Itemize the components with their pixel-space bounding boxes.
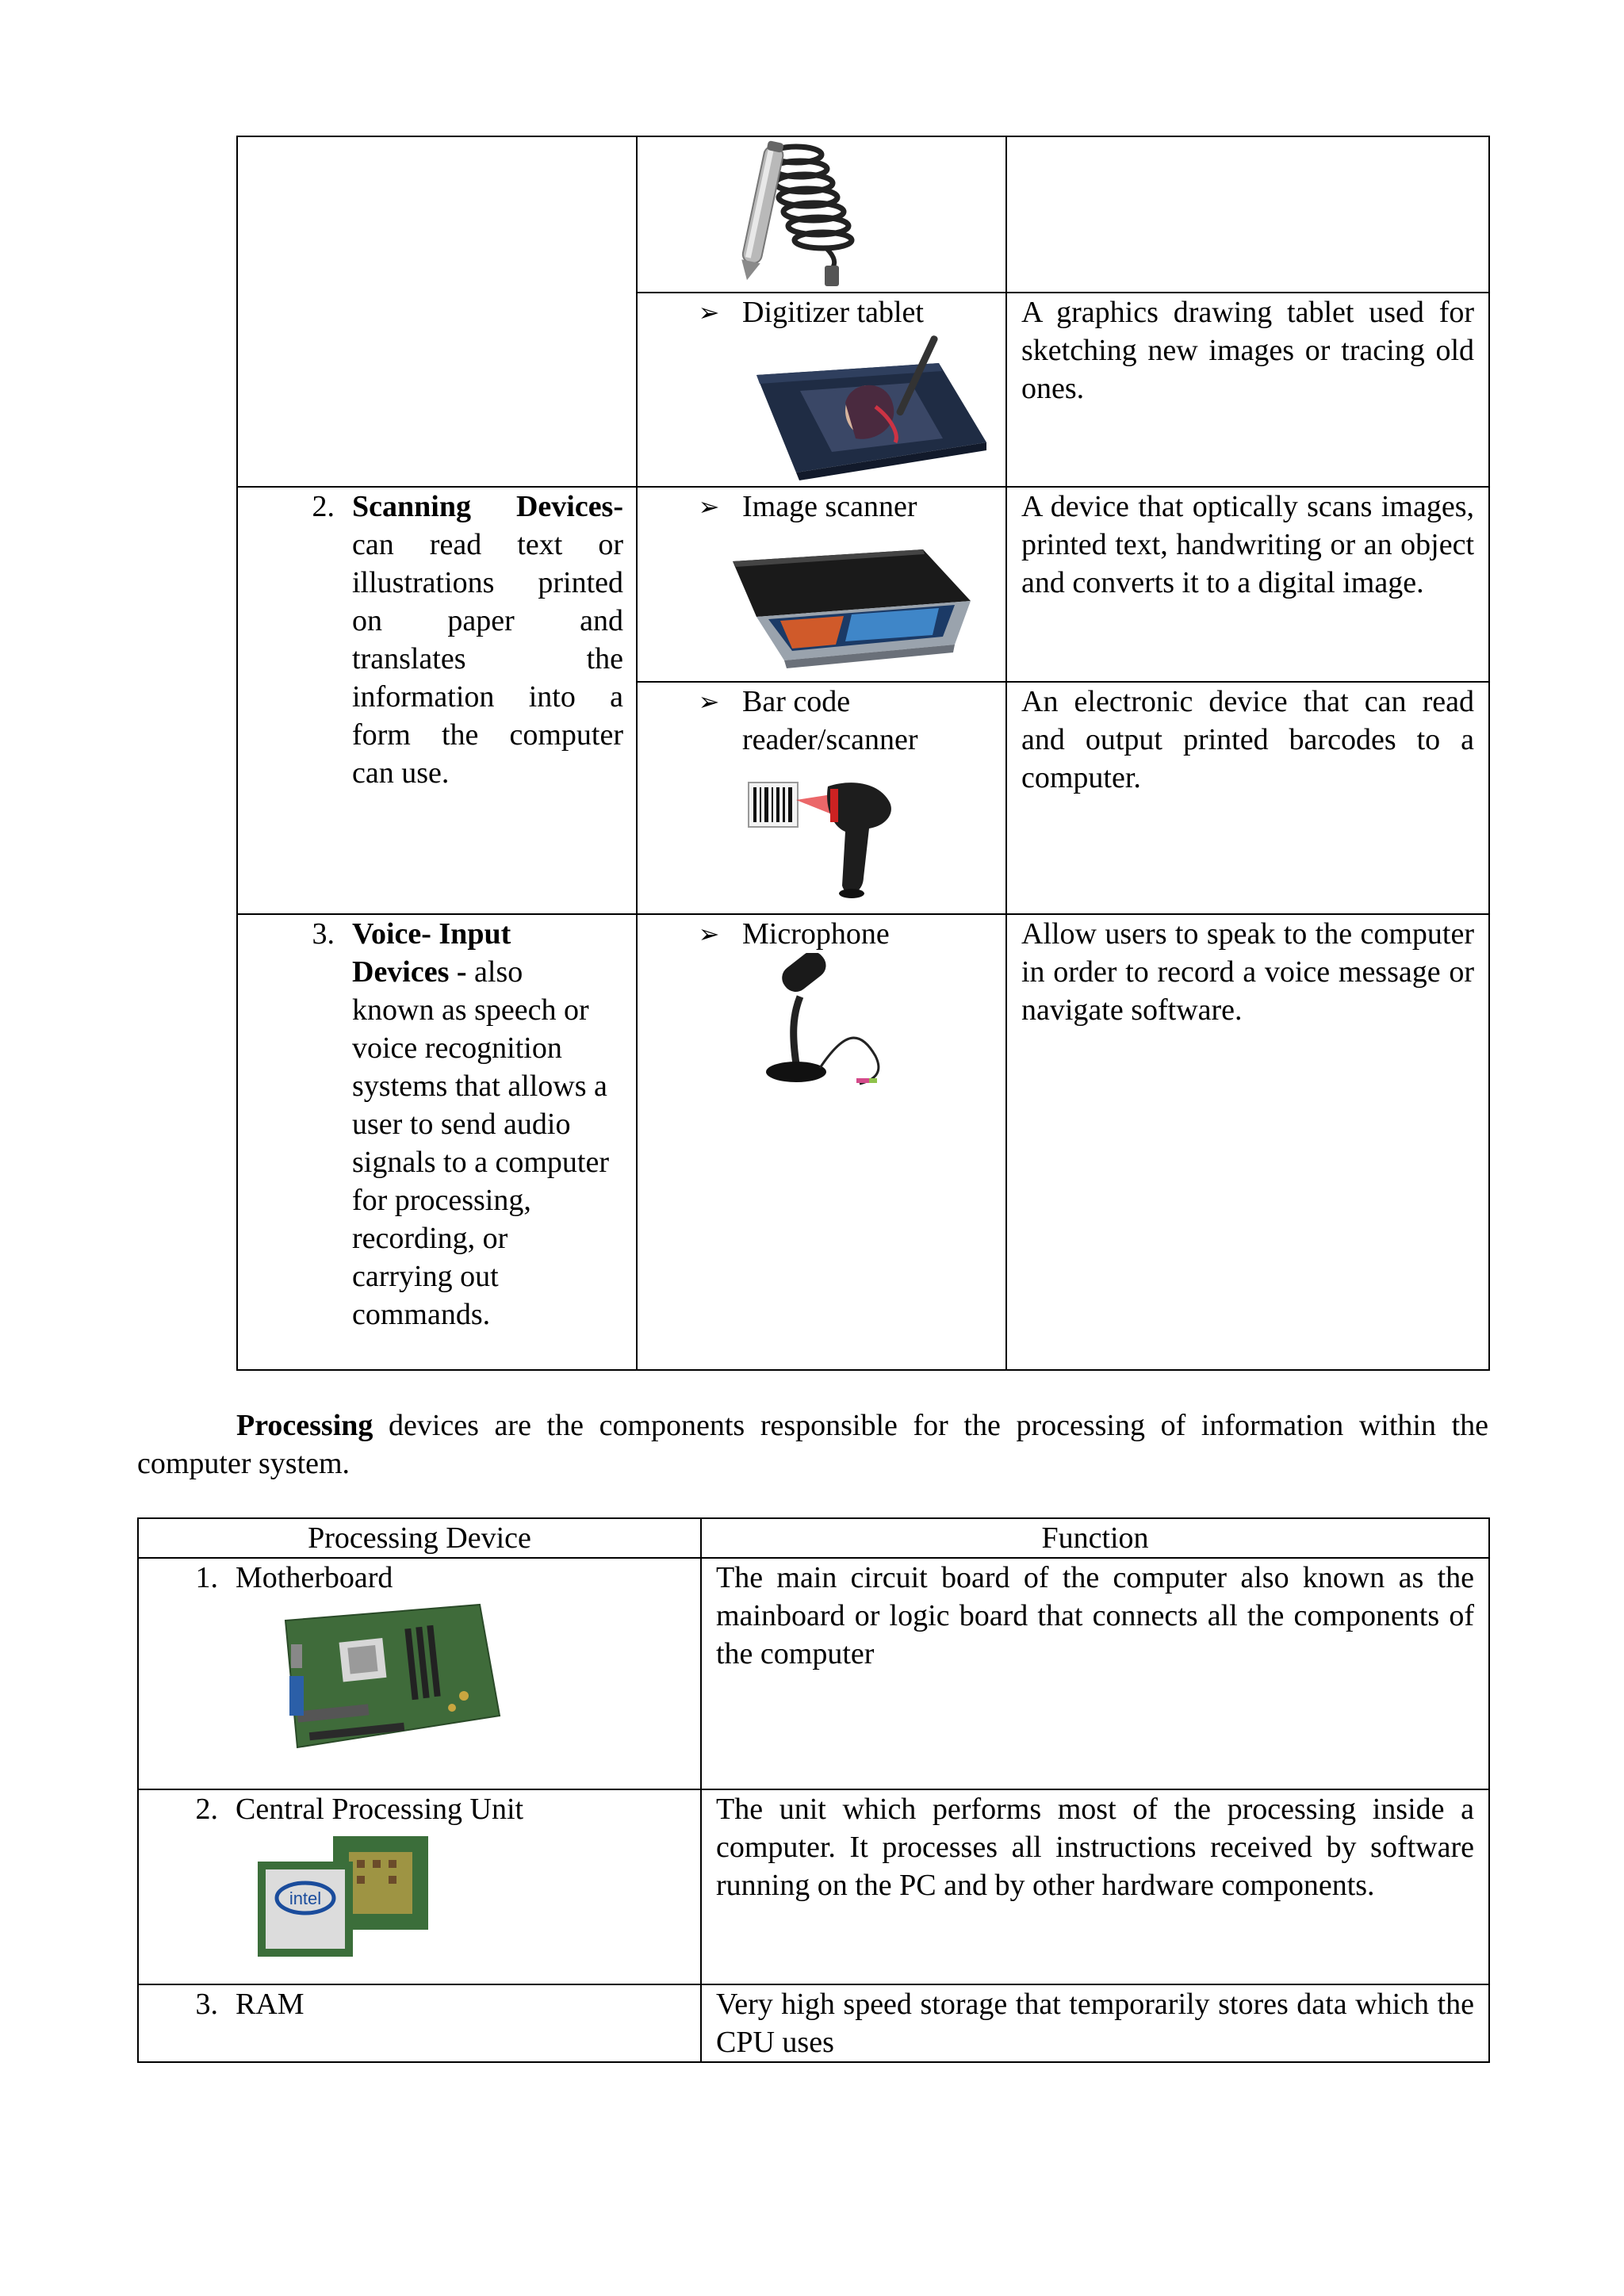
microphone-image — [638, 953, 1007, 1112]
category-cell-scanning — [237, 487, 637, 914]
category-title-voice-1: Voice- Input — [352, 917, 511, 951]
function-cpu: The unit which performs most of the processing inside a computer. It processes all instructions received by software running on the PC and by other hardware components. — [716, 1793, 1474, 1902]
category-cell-empty — [237, 136, 637, 487]
description-cell-microphone — [1006, 914, 1489, 1370]
function-motherboard: The main circuit board of the computer also known as the mainboard or logic board that connects all the components of the computer — [716, 1561, 1474, 1670]
device-cell-barcode — [637, 682, 1006, 914]
device-name-ram: RAM — [236, 1988, 304, 2021]
device-name-motherboard: Motherboard — [236, 1561, 393, 1594]
description-cell-pen — [1006, 136, 1489, 293]
cpu-brand-text: intel — [289, 1888, 322, 1908]
input-devices-table — [236, 136, 1490, 1371]
list-number: 2. — [195, 1793, 218, 1826]
description-cell-scanner — [1006, 487, 1489, 682]
processing-paragraph — [137, 1406, 1488, 1483]
motherboard-image — [139, 1597, 700, 1755]
processing-devices-table — [137, 1517, 1490, 2063]
category-desc-scanning: can read text or illustrations printed on paper and translates the information into a form the computer can use. — [352, 528, 623, 790]
device-cell-scanner — [637, 487, 1006, 682]
list-number: 3. — [312, 917, 335, 951]
bullet-arrow-icon: ➢ — [698, 297, 720, 327]
device-cell-microphone — [637, 914, 1006, 1370]
device-name-barcode-line2: reader/scanner — [742, 723, 918, 756]
device-cell-motherboard — [138, 1558, 701, 1789]
description-digitizer: A graphics drawing tablet used for sketching new images or tracing old ones. — [1021, 296, 1474, 405]
category-cell-voice — [237, 914, 637, 1370]
description-barcode: An electronic device that can read and output printed barcodes to a computer. — [1021, 685, 1474, 794]
barcode-scanner-image — [638, 759, 1007, 909]
device-name-scanner: Image scanner — [742, 490, 917, 523]
device-name-microphone: Microphone — [742, 917, 890, 951]
list-number: 1. — [195, 1561, 218, 1594]
bullet-arrow-icon: ➢ — [698, 687, 720, 717]
digitizer-tablet-image — [638, 331, 1007, 482]
category-desc-voice: known as speech or voice recognition systems that allows a user to send audio signals to a computer for processing, recording, or carrying out commands. — [352, 993, 609, 1331]
category-desc-voice-inline: also — [466, 955, 523, 989]
function-cell-motherboard — [701, 1558, 1489, 1789]
list-number: 2. — [312, 490, 335, 523]
device-cell-pen — [637, 136, 1006, 293]
bullet-arrow-icon: ➢ — [698, 492, 720, 522]
processing-bold-word: Processing — [236, 1409, 373, 1442]
category-title-voice-2: Devices - — [352, 955, 467, 989]
device-name-cpu: Central Processing Unit — [236, 1793, 524, 1826]
device-cell-cpu — [138, 1789, 701, 1984]
category-title-scanning: Scanning Devices- — [352, 490, 623, 523]
function-cell-ram — [701, 1984, 1489, 2062]
image-scanner-image — [638, 526, 1007, 680]
device-name-digitizer: Digitizer tablet — [742, 296, 924, 329]
header-processing-device: Processing Device — [138, 1518, 701, 1558]
device-cell-digitizer — [637, 293, 1006, 487]
header-function: Function — [701, 1518, 1489, 1558]
cpu-image — [139, 1828, 700, 1971]
bullet-arrow-icon: ➢ — [698, 919, 720, 949]
description-scanner: A device that optically scans images, printed text, handwriting or an object and converts it to a digital image. — [1021, 490, 1474, 599]
description-cell-barcode — [1006, 682, 1489, 914]
list-number: 3. — [195, 1988, 218, 2021]
description-cell-digitizer — [1006, 293, 1489, 487]
function-cell-cpu — [701, 1789, 1489, 1984]
processing-paragraph-text: devices are the components responsible for the processing of information within the computer system. — [137, 1409, 1488, 1480]
digital-pen-image — [638, 137, 1007, 292]
device-name-barcode-line1: Bar code — [742, 685, 851, 718]
device-cell-ram — [138, 1984, 701, 2062]
description-microphone: Allow users to speak to the computer in order to record a voice message or navigate software. — [1021, 917, 1474, 1027]
function-ram: Very high speed storage that temporarily stores data which the CPU uses — [716, 1988, 1474, 2059]
